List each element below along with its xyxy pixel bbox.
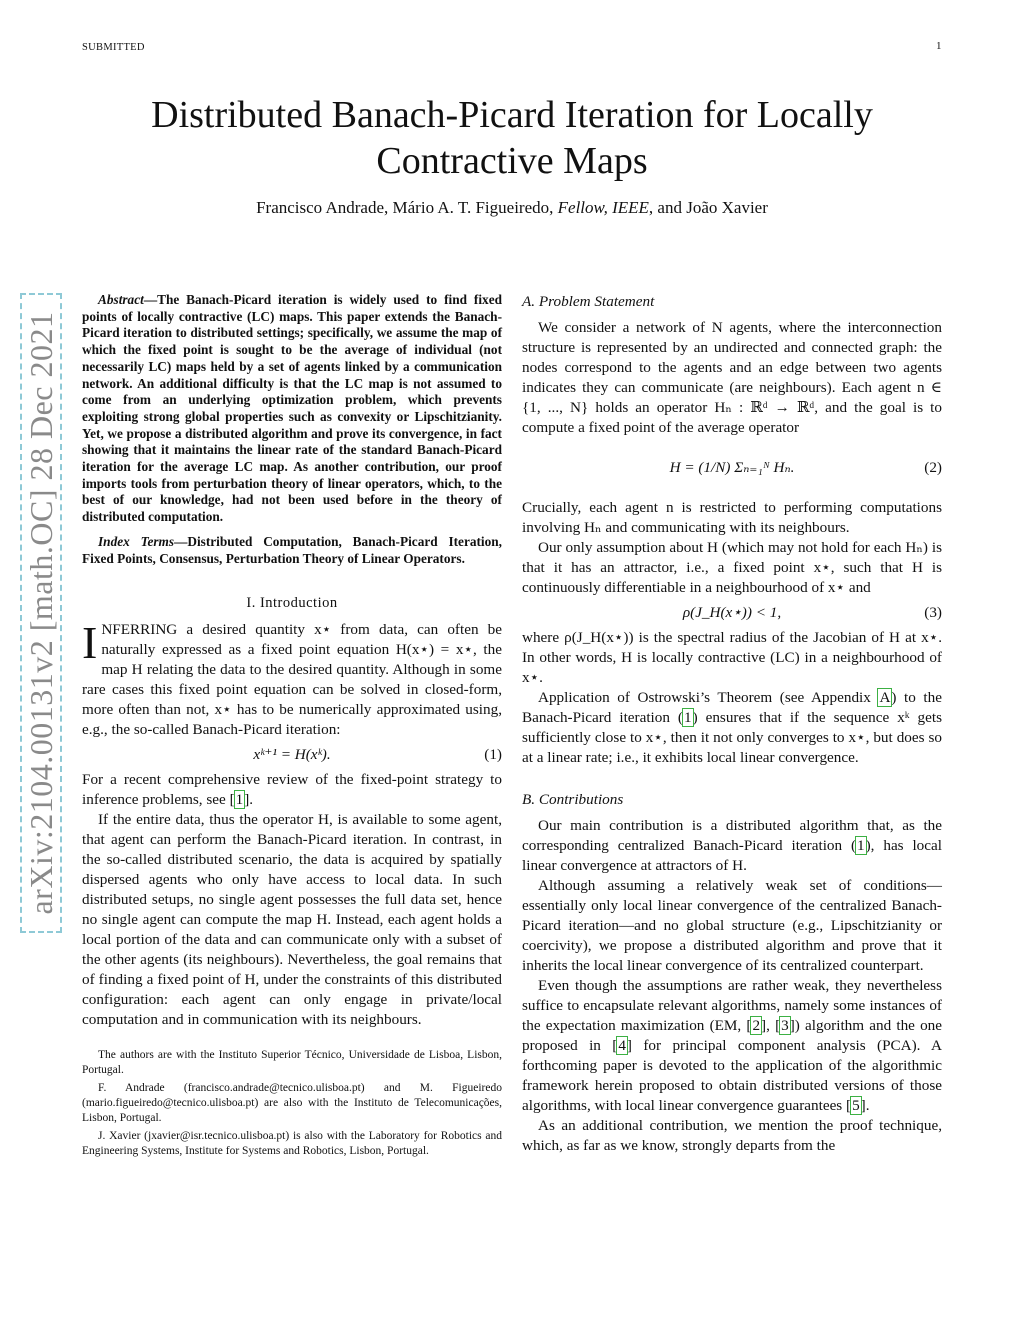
equation-3 [522, 598, 942, 628]
intro-paragraph-1 [82, 617, 502, 740]
running-header: SUBMITTED [82, 42, 145, 53]
intro-p1-text: NFERRING a desired quantity x⋆ from data, can often be naturally expressed as a fixed point equation H(x⋆) = x⋆, the map H relating the data to the desired quantity. Although in some rare cases this fixed point equation can be solved in closed-form, more often than not, x⋆ has to be numerically approximated using, e.g., the so-called Banach-Picard iteration: [82, 621, 502, 739]
arxiv-stamp-text: arXiv:2104.00131v2 [math.OC] 28 Dec 2021 [20, 293, 62, 933]
abstract [82, 292, 502, 526]
intro-paragraph-2 [82, 770, 502, 810]
equation-2-body: H = (1/N) Σₙ₌₁ᴺ Hₙ. [669, 459, 795, 476]
footnotes [82, 1048, 502, 1159]
subsection-title-problem: A. Problem Statement [522, 293, 655, 310]
section-title-introduction: I. Introduction [246, 595, 338, 612]
contrib-paragraph-1 [522, 816, 942, 876]
problem-paragraph-3: Our only assumption about H (which may not hold for each Hₙ) is that it has an attractor, i.e., a fixed point x⋆, such that H is continuously differentiable in a neighbourhood of x⋆ and [522, 539, 942, 596]
footnote: F. Andrade (francisco.andrade@tecnico.ulisboa.pt) and M. Figueiredo (mario.figueiredo@tecnico.ulisboa.pt) are also with the Instituto de Telecomunicações, Lisbon, Portugal. [82, 1082, 502, 1125]
dropcap: I [82, 617, 98, 669]
problem-p5-mid: ) to the Banach-Picard iteration ( [522, 689, 942, 726]
right-column [522, 292, 942, 1156]
contrib-p3-more: ] for principal component analysis (PCA). A forthcoming paper is devoted to the application of the algorithmic framework herein proposed to obtain distributed versions of those algorithms, with local linear convergence guarantees [ [522, 1037, 942, 1114]
problem-paragraph-2: Crucially, each agent n is restricted to performing computations involving Hₙ and communicating with its neighbours. [522, 499, 942, 536]
index-terms-label: Index Terms [98, 533, 175, 549]
equation-2-number: (2) [924, 459, 942, 476]
appendix-link[interactable]: A [879, 689, 891, 706]
author-line [60, 198, 964, 218]
equation-1-number: (1) [484, 746, 502, 764]
citation-link[interactable]: 1 [235, 791, 244, 809]
subsection-title-contributions: B. Contributions [522, 791, 624, 808]
problem-p5-text: Application of Ostrowski’s Theorem (see Appendix [538, 689, 879, 706]
author-names: Francisco Andrade, Mário A. T. Figueiredo, [256, 198, 554, 217]
problem-paragraph-5 [522, 688, 942, 768]
abstract-label: Abstract [98, 292, 144, 307]
equation-1 [82, 740, 502, 770]
problem-paragraph-1: We consider a network of N agents, where the interconnection structure is represented by an undirected and connected graph: the nodes correspond to the agents and an edge between two agents indicates they can communicate (are neighbours). Each agent n ∈ {1, ..., N} holds an operator Hₙ : ℝᵈ → ℝᵈ, and the goal is to compute a fixed point of the average operator [522, 319, 942, 436]
contrib-p1-end: ), has local linear convergence at attractors of H. [522, 837, 942, 874]
contrib-paragraph-3 [522, 976, 942, 1116]
problem-p5-end: ) ensures that if the sequence xᵏ gets sufficiently close to x⋆, then it not only converges to x⋆, but does so at a linear rate; i.e., it exhibits local linear convergence. [522, 709, 943, 766]
equation-link[interactable]: 1 [683, 709, 692, 726]
intro-p2-text: For a recent comprehensive review of the fixed-point strategy to inference problems, see [ [82, 771, 502, 809]
equation-1-body: xᵏ⁺¹ = H(xᵏ). [253, 746, 331, 764]
contrib-paragraph-4: As an additional contribution, we mention the proof technique, which, as far as we know, strongly departs from the [522, 1117, 942, 1154]
intro-paragraph-3: If the entire data, thus the operator H, is available to some agent, that agent can perform the Banach-Picard iteration. In contrast, in the so-called distributed scenario, the data is acquired by spatially dispersed agents who only have access to local data. In such distributed setups, no single agent possesses the full data set, hence no single agent can compute the map H. Instead, each agent holds a local portion of the data and can communicate only with a subset of the other agents (its neighbours). Nevertheless, the goal remains that of finding a fixed point of H, under the constraints of this distributed configuration: each agent can only engage in private/local computation and in communication with its neighbours. [82, 811, 502, 1029]
equation-2 [522, 438, 942, 498]
problem-paragraph-4: where ρ(J_H(x⋆)) is the spectral radius of the Jacobian of H at x⋆. In other words, H is locally contractive (LC) in a neighbourhood of x⋆. [522, 629, 942, 686]
abstract-text: —The Banach-Picard iteration is widely used to find fixed points of locally contractive (LC) maps. This paper extends the Banach-Picard iteration to distributed settings; specifically, we assume the map of which the fixed point is sought to be the average of individual (not necessarily LC) maps held by a set of agents linked by a communication network. An additional difficulty is that the LC map is not assumed to come from an underlying optimization problem, which prevents exploiting strong global properties such as convexity or Lipschitzianity. Yet, we propose a distributed algorithm and prove its convergence, in fact showing that it maintains the linear rate of the standard Banach-Picard iteration for the average LC map. As another contribution, our proof imports tools from perturbation theory of linear operators, which, to the best of our knowledge, had not been used before in the theory of distributed computation. [82, 292, 502, 525]
contrib-p3-sep: ], [ [761, 1017, 781, 1034]
equation-3-body: ρ(J_H(x⋆)) < 1, [682, 604, 782, 621]
footnote: The authors are with the Instituto Superior Técnico, Universidade de Lisboa, Lisbon, Portugal. [82, 1049, 502, 1077]
author-role: Fellow, IEEE [557, 198, 649, 217]
equation-3-number: (3) [924, 604, 942, 621]
arxiv-stamp [20, 293, 62, 933]
citation-link[interactable]: 2 [752, 1017, 761, 1034]
contrib-p3-end: ]. [860, 1097, 870, 1114]
author-tail: , and João Xavier [648, 198, 768, 217]
index-terms [82, 534, 502, 567]
contrib-paragraph-2: Although assuming a relatively weak set of conditions—essentially only local linear convergence of the centralized Banach-Picard iteration—and no global structure (e.g., Lipschitzianity or coercivity), we propose a distributed algorithm and prove that it inherits the local linear convergence of its centralized counterpart. [522, 877, 942, 974]
index-terms-text: —Distributed Computation, Banach-Picard Iteration, Fixed Points, Consensus, Perturbation Theory of Linear Operators. [82, 533, 502, 566]
equation-link[interactable]: 1 [857, 837, 865, 854]
paper-title: Distributed Banach-Picard Iteration for Locally Contractive Maps [151, 94, 873, 182]
citation-link[interactable]: 3 [781, 1017, 789, 1034]
left-column [82, 292, 502, 1162]
footnote: J. Xavier (jxavier@isr.tecnico.ulisboa.pt) is also with the Laboratory for Robotics and Engineering Systems, Institute for Systems and Robotics, Lisbon, Portugal. [82, 1130, 502, 1158]
contrib-p3-text: Even though the assumptions are rather weak, they nevertheless suffice to encapsulate relevant algorithms, namely some instances of the expectation maximization (EM, [ [522, 977, 942, 1034]
citation-link[interactable]: 5 [852, 1097, 860, 1114]
citation-link[interactable]: 4 [618, 1037, 626, 1054]
contrib-p1-text: Our main contribution is a distributed algorithm that, as the corresponding centralized Banach-Picard iteration ( [522, 817, 942, 854]
intro-p2-end: ]. [244, 791, 254, 809]
contrib-p3-mid: ]) algorithm and the one proposed in [ [522, 1017, 942, 1054]
page-number: 1 [936, 40, 942, 52]
